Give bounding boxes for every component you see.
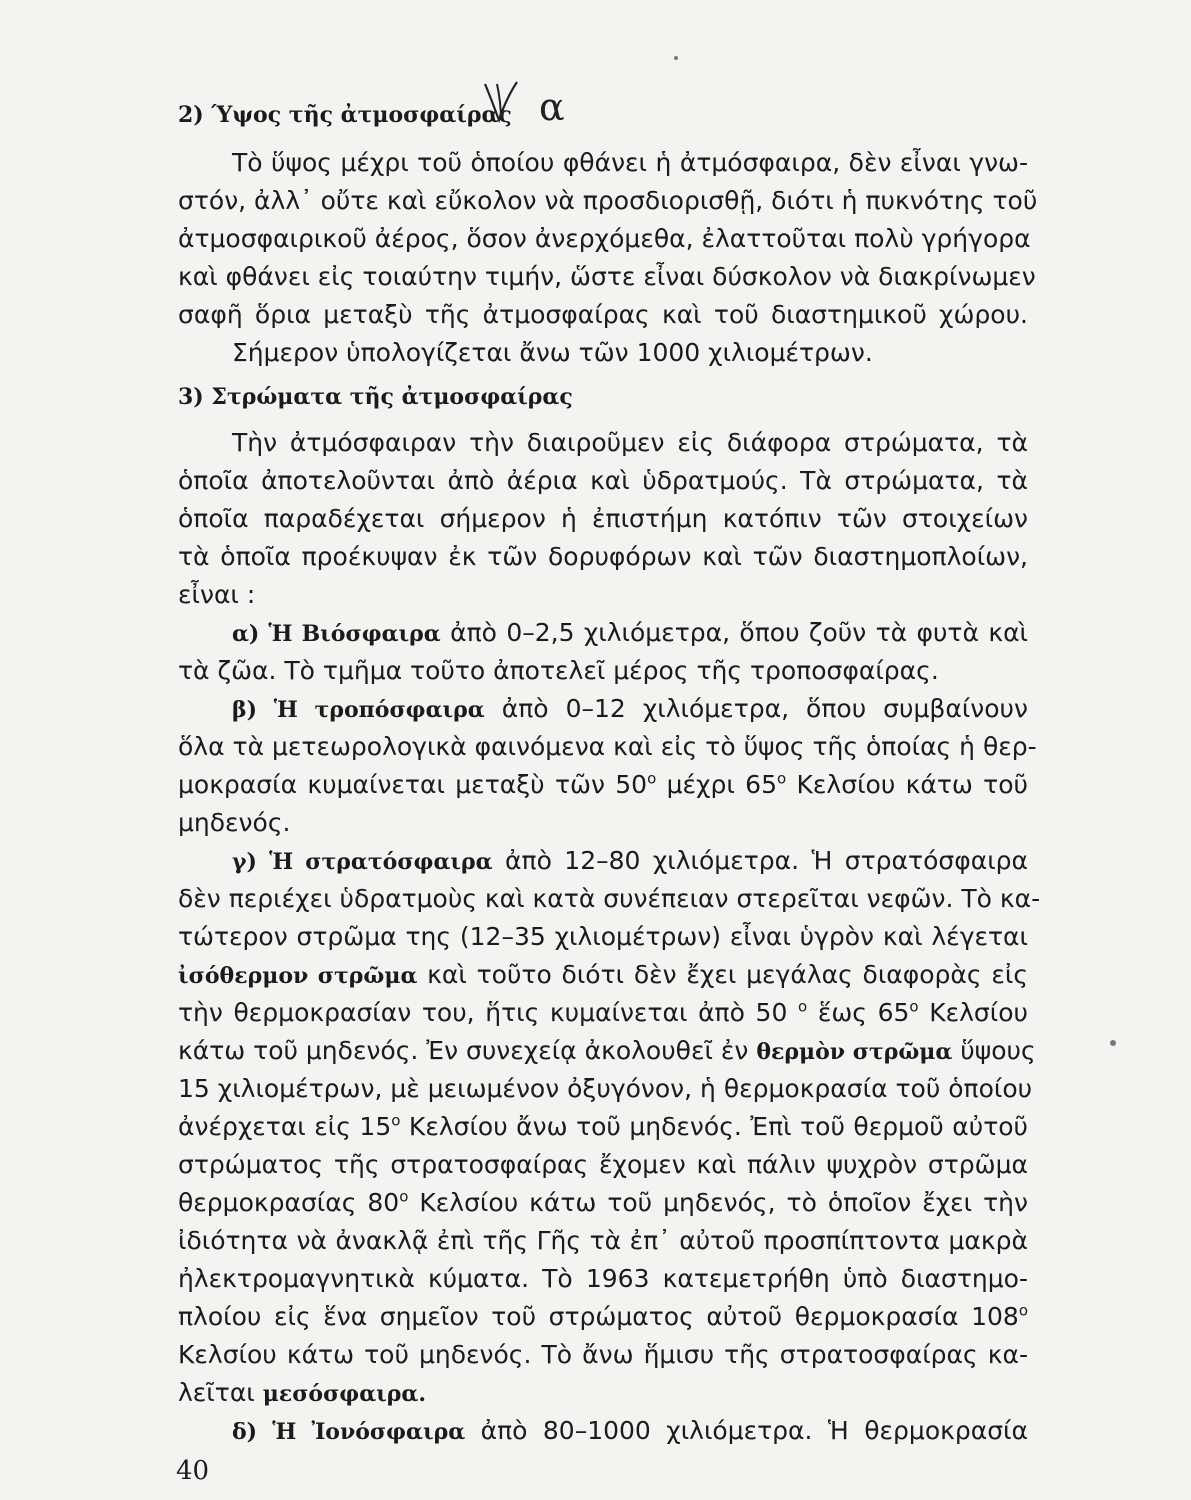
heading-section-2: 2) Ύψος τῆς ἀτμοσφαίρας [178,102,512,128]
paragraph-line: Τὸ ὕψος μέχρι τοῦ ὁποίου φθάνει ἡ ἀτμόσφαιρα, δὲν εἶναι γνω- [232,148,1028,177]
item-ionosphere: δ) Ἡ Ἰονόσφαιρα ἀπὸ 80–1000 χιλιόμετρα. Ἡ θερμοκρασία [232,1416,1028,1445]
paragraph-line: μοκρασία κυμαίνεται μεταξὺ τῶν $50^o$ μέχρι $65^o$ Κελσίου κάτω τοῦ [178,769,1028,799]
handwritten-annotation [465,78,585,128]
paragraph-line: ἰσόθερμον στρῶμα καὶ τοῦτο διότι δὲν ἔχει μεγάλας διαφορὰς εἰς [178,960,1028,989]
paragraph-line: μηδενός. [178,808,291,837]
paragraph-line: καὶ φθάνει εἰς τοιαύτην τιμήν, ὥστε εἶναι δύσκολον νὰ διακρίνωμεν [178,262,1036,291]
heading-section-3: 3) Στρώματα τῆς ἀτμοσφαίρας [178,384,573,410]
item-biosphere: α) Ἡ Βιόσφαιρα ἀπὸ 0–2,5 χιλιόμετρα, ὅπου ζοῦν τὰ φυτὰ καὶ [232,618,1029,647]
paragraph-line: Κελσίου κάτω τοῦ μηδενός. Τὸ ἄνω ἥμισυ τῆς στρατοσφαίρας κα- [178,1340,1028,1369]
paragraph-line: Σήμερον ὑπολογίζεται ἄνω τῶν 1000 χιλιομέτρων. [232,338,873,367]
term-biosphere: α) Ἡ Βιόσφαιρα [232,621,441,647]
item-troposphere: β) Ἡ τροπόσφαιρα ἀπὸ 0–12 χιλιόμετρα, ὅπου συμβαίνουν [232,694,1028,723]
paragraph-line: δὲν περιέχει ὑδρατμοὺς καὶ κατὰ συνέπειαν στερεῖται νεφῶν. Τὸ κα- [178,884,1041,913]
paragraph-line: ἀνέρχεται εἰς $15^o$ Κελσίου ἄνω τοῦ μηδενός. Ἐπὶ τοῦ θερμοῦ αὐτοῦ [178,1111,1029,1141]
paragraph-line: λεῖται μεσόσφαιρα. [178,1378,427,1407]
paragraph-line: τὰ ὁποῖα προέκυψαν ἐκ τῶν δορυφόρων καὶ τῶν διαστημοπλοίων, [178,542,1028,571]
paragraph-line: τὴν θερμοκρασίαν του, ἥτις κυμαίνεται ἀπὸ 50 $^o$ ἕως $65^o$ Κελσίου [178,997,1029,1027]
term-stratosphere: γ) Ἡ στρατόσφαιρα [232,849,493,875]
paragraph-line: ἠλεκτρομαγνητικὰ κύματα. Τὸ 1963 κατεμετρήθη ὑπὸ διαστημο- [178,1264,1028,1293]
paragraph-line: θερμοκρασίας $80^o$ Κελσίου κάτω τοῦ μηδενός, τὸ ὁποῖον ἔχει τὴν [178,1187,1028,1217]
term-mesosphere: μεσόσφαιρα. [262,1381,427,1407]
term-ionosphere: δ) Ἡ Ἰονόσφαιρα [232,1419,466,1445]
item-stratosphere: γ) Ἡ στρατόσφαιρα ἀπὸ 12–80 χιλιόμετρα. Ἡ στρατόσφαιρα [232,846,1029,875]
paragraph-line: σαφῆ ὅρια μεταξὺ τῆς ἀτμοσφαίρας καὶ τοῦ διαστημικοῦ χώρου. [178,300,1028,329]
page-number: 40 [176,1456,210,1486]
paragraph-line: ὁποῖα ἀποτελοῦνται ἀπὸ ἀέρια καὶ ὑδρατμούς. Τὰ στρώματα, τὰ [178,466,1028,495]
annotation-letter: α [539,85,565,128]
term-isothermal-layer: ἰσόθερμον στρῶμα [178,963,418,989]
term-troposphere: β) Ἡ τροπόσφαιρα [232,697,485,723]
term-warm-layer: θερμὸν στρῶμα [756,1039,953,1065]
paragraph-line: ὅλα τὰ μετεωρολογικὰ φαινόμενα καὶ εἰς τὸ ὕψος τῆς ὁποίας ἡ θερ- [178,732,1037,761]
paragraph-line: ἰδιότητα νὰ ἀνακλᾷ ἐπὶ τῆς Γῆς τὰ ἐπ᾽ αὐτοῦ προσπίπτοντα μακρὰ [178,1226,1028,1255]
paragraph-line: στρώματος τῆς στρατοσφαίρας ἔχομεν καὶ πάλιν ψυχρὸν στρῶμα [178,1150,1028,1179]
paragraph-line: στόν, ἀλλ᾽ οὔτε καὶ εὔκολον νὰ προσδιορισθῇ, διότι ἡ πυκνότης τοῦ [178,186,1038,215]
paragraph-line: πλοίου εἰς ἕνα σημεῖον τοῦ στρώματος αὐτοῦ θερμοκρασία $108^o$ [178,1301,1028,1331]
ink-speck [1110,1040,1116,1046]
paragraph-line: τὰ ζῶα. Τὸ τμῆμα τοῦτο ἀποτελεῖ μέρος τῆς τροποσφαίρας. [178,656,939,685]
paragraph-line: τώτερον στρῶμα της (12–35 χιλιομέτρων) εἶναι ὑγρὸν καὶ λέγεται [178,922,1028,951]
paragraph-line: εἶναι : [178,580,256,609]
paragraph-line: 15 χιλιομέτρων, μὲ μειωμένον ὀξυγόνον, ἡ θερμοκρασία τοῦ ὁποίου [178,1074,1033,1103]
paragraph-line: ἀτμοσφαιρικοῦ ἀέρος, ὅσον ἀνερχόμεθα, ἐλαττοῦται πολὺ γρήγορα [178,224,1031,253]
paragraph-line: Τὴν ἀτμόσφαιραν τὴν διαιροῦμεν εἰς διάφορα στρώματα, τὰ [232,428,1028,457]
ink-speck [674,56,678,60]
paragraph-line: ὁποῖα παραδέχεται σήμερον ἡ ἐπιστήμη κατόπιν τῶν στοιχείων [178,504,1028,533]
paragraph-line: κάτω τοῦ μηδενός. Ἐν συνεχείᾳ ἀκολουθεῖ ἐν θερμὸν στρῶμα ὕψους [178,1036,1036,1065]
